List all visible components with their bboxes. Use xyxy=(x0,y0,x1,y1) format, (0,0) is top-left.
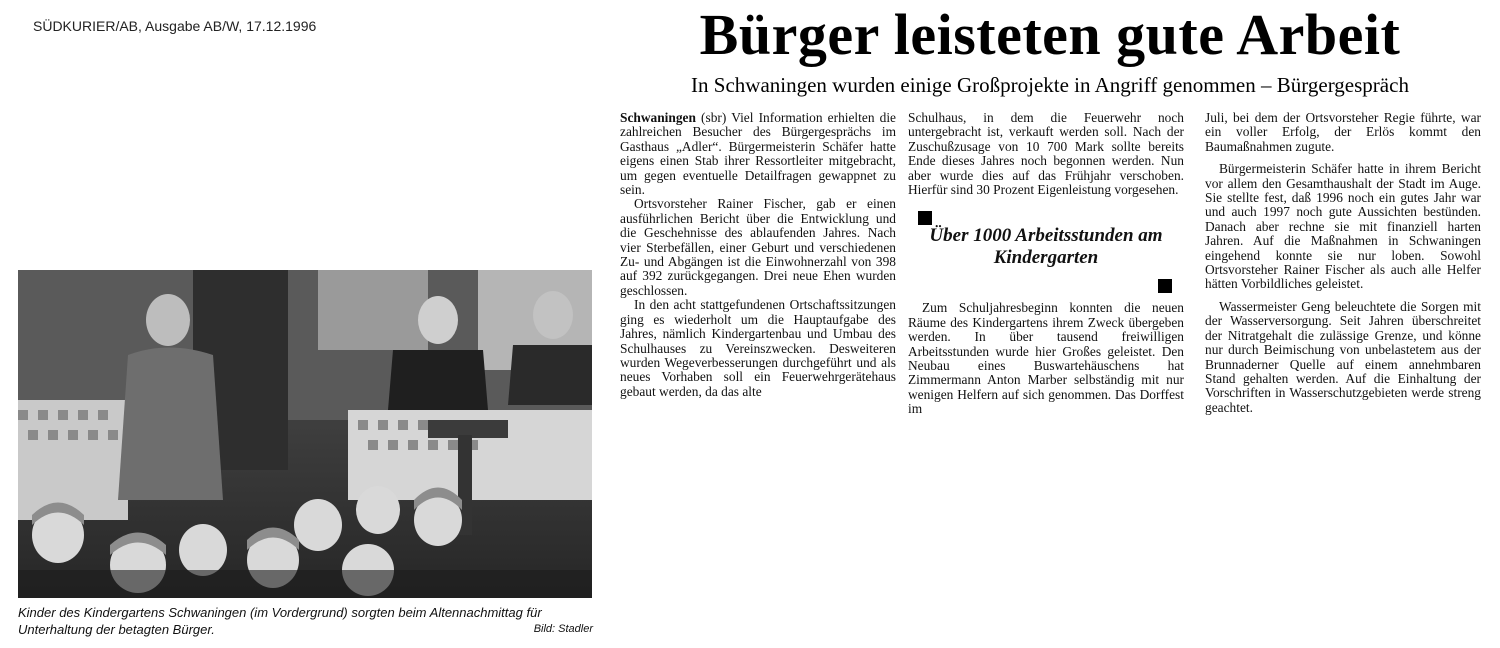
section-marker-icon xyxy=(1158,279,1172,293)
article-column-3 xyxy=(1205,111,1481,415)
section-marker-icon xyxy=(918,211,932,225)
article-paragraph: Ortsvorsteher Rainer Fischer, gab er einen ausführlichen Bericht über die Entwicklung und die Geschehnisse des ablaufenden Jahres. Nach vier Sterbefällen, einer Geburt und verschiedenen Zu- und Abgängen ist die Einwohnerzahl von 398 auf 392 zurückgegangen. Drei neue Ehen wurden geschlossen. xyxy=(620,196,896,298)
photo-caption xyxy=(18,604,593,638)
article-paragraph: Wassermeister Geng beleuchtete die Sorgen mit der Wasserversorgung. Seit Jahren überschreitet der Nitratgehalt die zulässige Grenze, und könne nur durch Beimischung von unbelastetem aus der Brunnaderner Quelle auf einem annehmbaren Stand gehalten werden. Auf die Einhaltung der Vorschriften in Wasserschutzgebieten werde streng geachtet. xyxy=(1205,298,1481,415)
article-paragraph: Juli, bei dem der Ortsvorsteher Regie führte, war ein voller Erfolg, der Erlös kommt den Baumaßnahmen zugute. xyxy=(1205,110,1481,154)
article-column-1 xyxy=(620,111,896,399)
section-subheading: Über 1000 Arbeitsstunden am Kindergarten xyxy=(929,225,1163,269)
photo-illustration xyxy=(18,270,592,598)
photo-credit: Bild: Stadler xyxy=(533,623,593,635)
article-paragraph: In den acht stattgefundenen Ortschaftssitzungen ging es wiederholt um die Hauptaufgabe des Jahres, nämlich Kindergartenbau und Umbau des Schulhauses zu Vereinszwecken. Desweiteren wurden Wegeverbesserungen durchgeführt und als neues Vorhaben soll ein Feuerwehrgerätehaus gebaut werden, da das alte xyxy=(620,297,896,399)
article-column-2 xyxy=(908,111,1184,417)
article-paragraph: Schulhaus, in dem die Feuerwehr noch untergebracht ist, verkauft werden soll. Nach der Zuschußzusage von 10 700 Mark sollte bereits Ende dieses Jahres noch begonnen werden. Nun aber wurde dies auf das Frühjahr verschoben. Hierfür sind 30 Prozent Eigenleistung vorgesehen. xyxy=(908,110,1184,198)
paragraph-text: (sbr) Viel Information erhielten die zahlreichen Besucher des Bürgergesprächs im Gasthaus „Adler“. Bürgermeisterin Schäfer hatte eigens einen Stab ihrer Ressortleiter mitgebracht, um gegen eventuelle Detailfragen gewappnet zu sein. xyxy=(620,110,897,198)
headline: Bürger leisteten gute Arbeit xyxy=(699,2,1401,67)
article-paragraph: Zum Schuljahresbeginn konnten die neuen Räume des Kindergartens ihrem Zweck übergeben werden. In über tausend freiwilligen Arbeitsstunden wurde hier Großes geleistet. Den Neubau eines Buswartehäuschens hat Zimmermann Anton Marber selbständig mit nur wenigen Helfern auf sich genommen. Das Dorffest im xyxy=(908,300,1184,417)
article-paragraph xyxy=(620,111,896,197)
caption-text: Kinder des Kindergartens Schwaningen (im Vordergrund) sorgten beim Altennachmittag für Unterhaltung der betagten Bürger. xyxy=(18,605,542,637)
article-paragraph: Bürgermeisterin Schäfer hatte in ihrem Bericht vor allem den Gesamthaushalt der Stadt im Auge. Sie stellte fest, daß 1996 noch ein gutes Jahr war und auch 1997 noch gute Aussichten bestünden. Danach aber rechne sie mit finanziell harten Jahren. Auf die Maßnahmen in Schwaningen eingehend konnte sie nur loben. Sowohl Ortsvorsteher Rainer Fischer als auch alle Helfer hätten Vorbildliches geleistet. xyxy=(1205,161,1481,292)
source-line: SÜDKURIER/AB, Ausgabe AB/W, 17.12.1996 xyxy=(33,18,317,34)
dateline: Schwaningen xyxy=(620,110,696,125)
newspaper-photo xyxy=(18,270,592,598)
subheadline: In Schwaningen wurden einige Großprojekte in Angriff genommen – Bürgergespräch xyxy=(691,73,1409,97)
